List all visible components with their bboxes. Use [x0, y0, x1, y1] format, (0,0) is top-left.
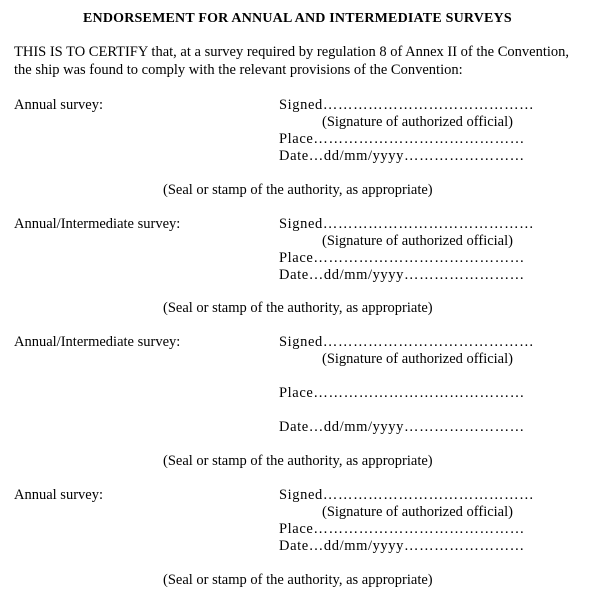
signed-field: Signed…………………………………… — [279, 97, 535, 113]
signature-caption: (Signature of authorized official) — [322, 351, 513, 367]
signature-caption: (Signature of authorized official) — [322, 114, 513, 130]
seal-caption: (Seal or stamp of the authority, as appropriate) — [163, 453, 433, 469]
place-field: Place…………………………………… — [279, 521, 525, 537]
date-field: Date…dd/mm/yyyy…………………… — [279, 419, 525, 435]
place-field: Place…………………………………… — [279, 385, 525, 401]
place-field: Place…………………………………… — [279, 131, 525, 147]
signed-field: Signed…………………………………… — [279, 334, 535, 350]
seal-caption: (Seal or stamp of the authority, as appropriate) — [163, 182, 433, 198]
signed-field: Signed…………………………………… — [279, 487, 535, 503]
survey-type-label: Annual/Intermediate survey: — [14, 334, 181, 350]
signature-caption: (Signature of authorized official) — [322, 233, 513, 249]
seal-caption: (Seal or stamp of the authority, as appropriate) — [163, 300, 433, 316]
document-title: ENDORSEMENT FOR ANNUAL AND INTERMEDIATE SURVEYS — [83, 11, 512, 26]
date-field: Date…dd/mm/yyyy…………………… — [279, 267, 525, 283]
survey-type-label: Annual survey: — [14, 487, 103, 503]
survey-type-label: Annual survey: — [14, 97, 103, 113]
date-field: Date…dd/mm/yyyy…………………… — [279, 538, 525, 554]
signed-field: Signed…………………………………… — [279, 216, 535, 232]
signature-caption: (Signature of authorized official) — [322, 504, 513, 520]
survey-type-label: Annual/Intermediate survey: — [14, 216, 181, 232]
place-field: Place…………………………………… — [279, 250, 525, 266]
date-field: Date…dd/mm/yyyy…………………… — [279, 148, 525, 164]
seal-caption: (Seal or stamp of the authority, as appropriate) — [163, 572, 433, 588]
intro-line-2: the ship was found to comply with the relevant provisions of the Convention: — [14, 62, 463, 78]
intro-line-1: THIS IS TO CERTIFY that, at a survey required by regulation 8 of Annex II of the Convention, — [14, 44, 570, 60]
